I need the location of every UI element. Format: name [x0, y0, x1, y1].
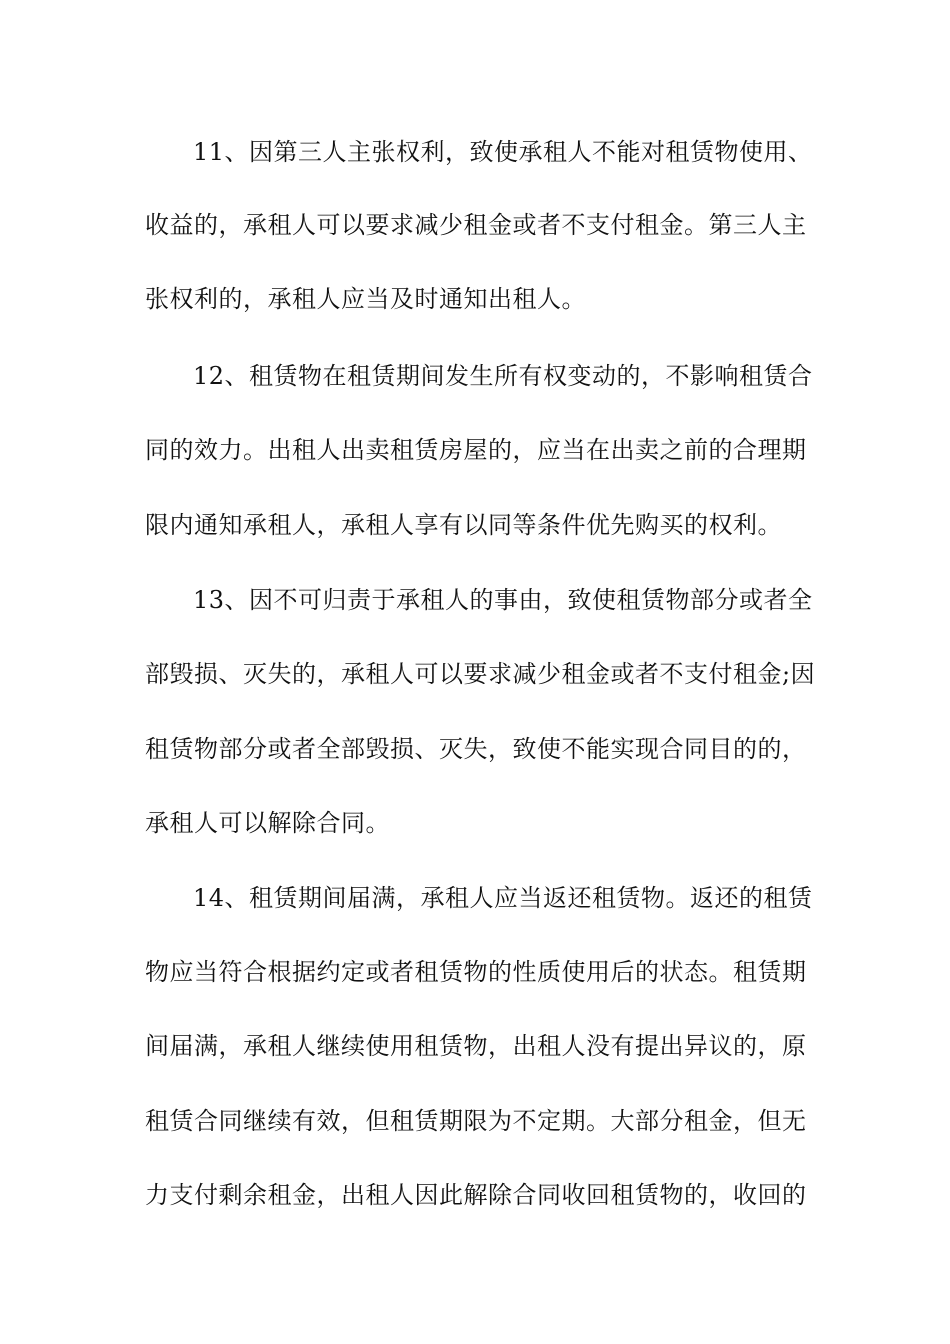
- paragraph-14-line-3: 间届满，承租人继续使用租赁物，出租人没有提出异议的，原: [145, 1032, 807, 1060]
- paragraph-13-line-2: 部毁损、灭失的，承租人可以要求减少租金或者不支付租金;因: [145, 660, 816, 688]
- paragraph-14-line-2: 物应当符合根据约定或者租赁物的性质使用后的状态。租赁期: [145, 958, 807, 986]
- paragraph-12-line-3: 限内通知承租人，承租人享有以同等条件优先购买的权利。: [145, 511, 782, 539]
- paragraph-12-line-1: 12、租赁物在租赁期间发生所有权变动的，不影响租赁合: [193, 362, 813, 390]
- paragraph-14-line-5: 力支付剩余租金，出租人因此解除合同收回租赁物的，收回的: [145, 1181, 807, 1209]
- paragraph-14-line-4: 租赁合同继续有效，但租赁期限为不定期。大部分租金，但无: [145, 1107, 807, 1135]
- paragraph-11-line-2: 收益的，承租人可以要求减少租金或者不支付租金。第三人主: [145, 211, 807, 239]
- paragraph-12-line-2: 同的效力。出租人出卖租赁房屋的，应当在出卖之前的合理期: [145, 436, 807, 464]
- paragraph-11-line-1: 11、因第三人主张权利，致使承租人不能对租赁物使用、: [193, 138, 813, 166]
- paragraph-14-line-1: 14、租赁期间届满，承租人应当返还租赁物。返还的租赁: [193, 884, 813, 912]
- paragraph-13-line-1: 13、因不可归责于承租人的事由，致使租赁物部分或者全: [193, 586, 813, 614]
- paragraph-13-line-3: 租赁物部分或者全部毁损、灭失，致使不能实现合同目的的，: [145, 735, 807, 763]
- paragraph-13-line-4: 承租人可以解除合同。: [145, 809, 390, 837]
- paragraph-11-line-3: 张权利的，承租人应当及时通知出租人。: [145, 285, 586, 313]
